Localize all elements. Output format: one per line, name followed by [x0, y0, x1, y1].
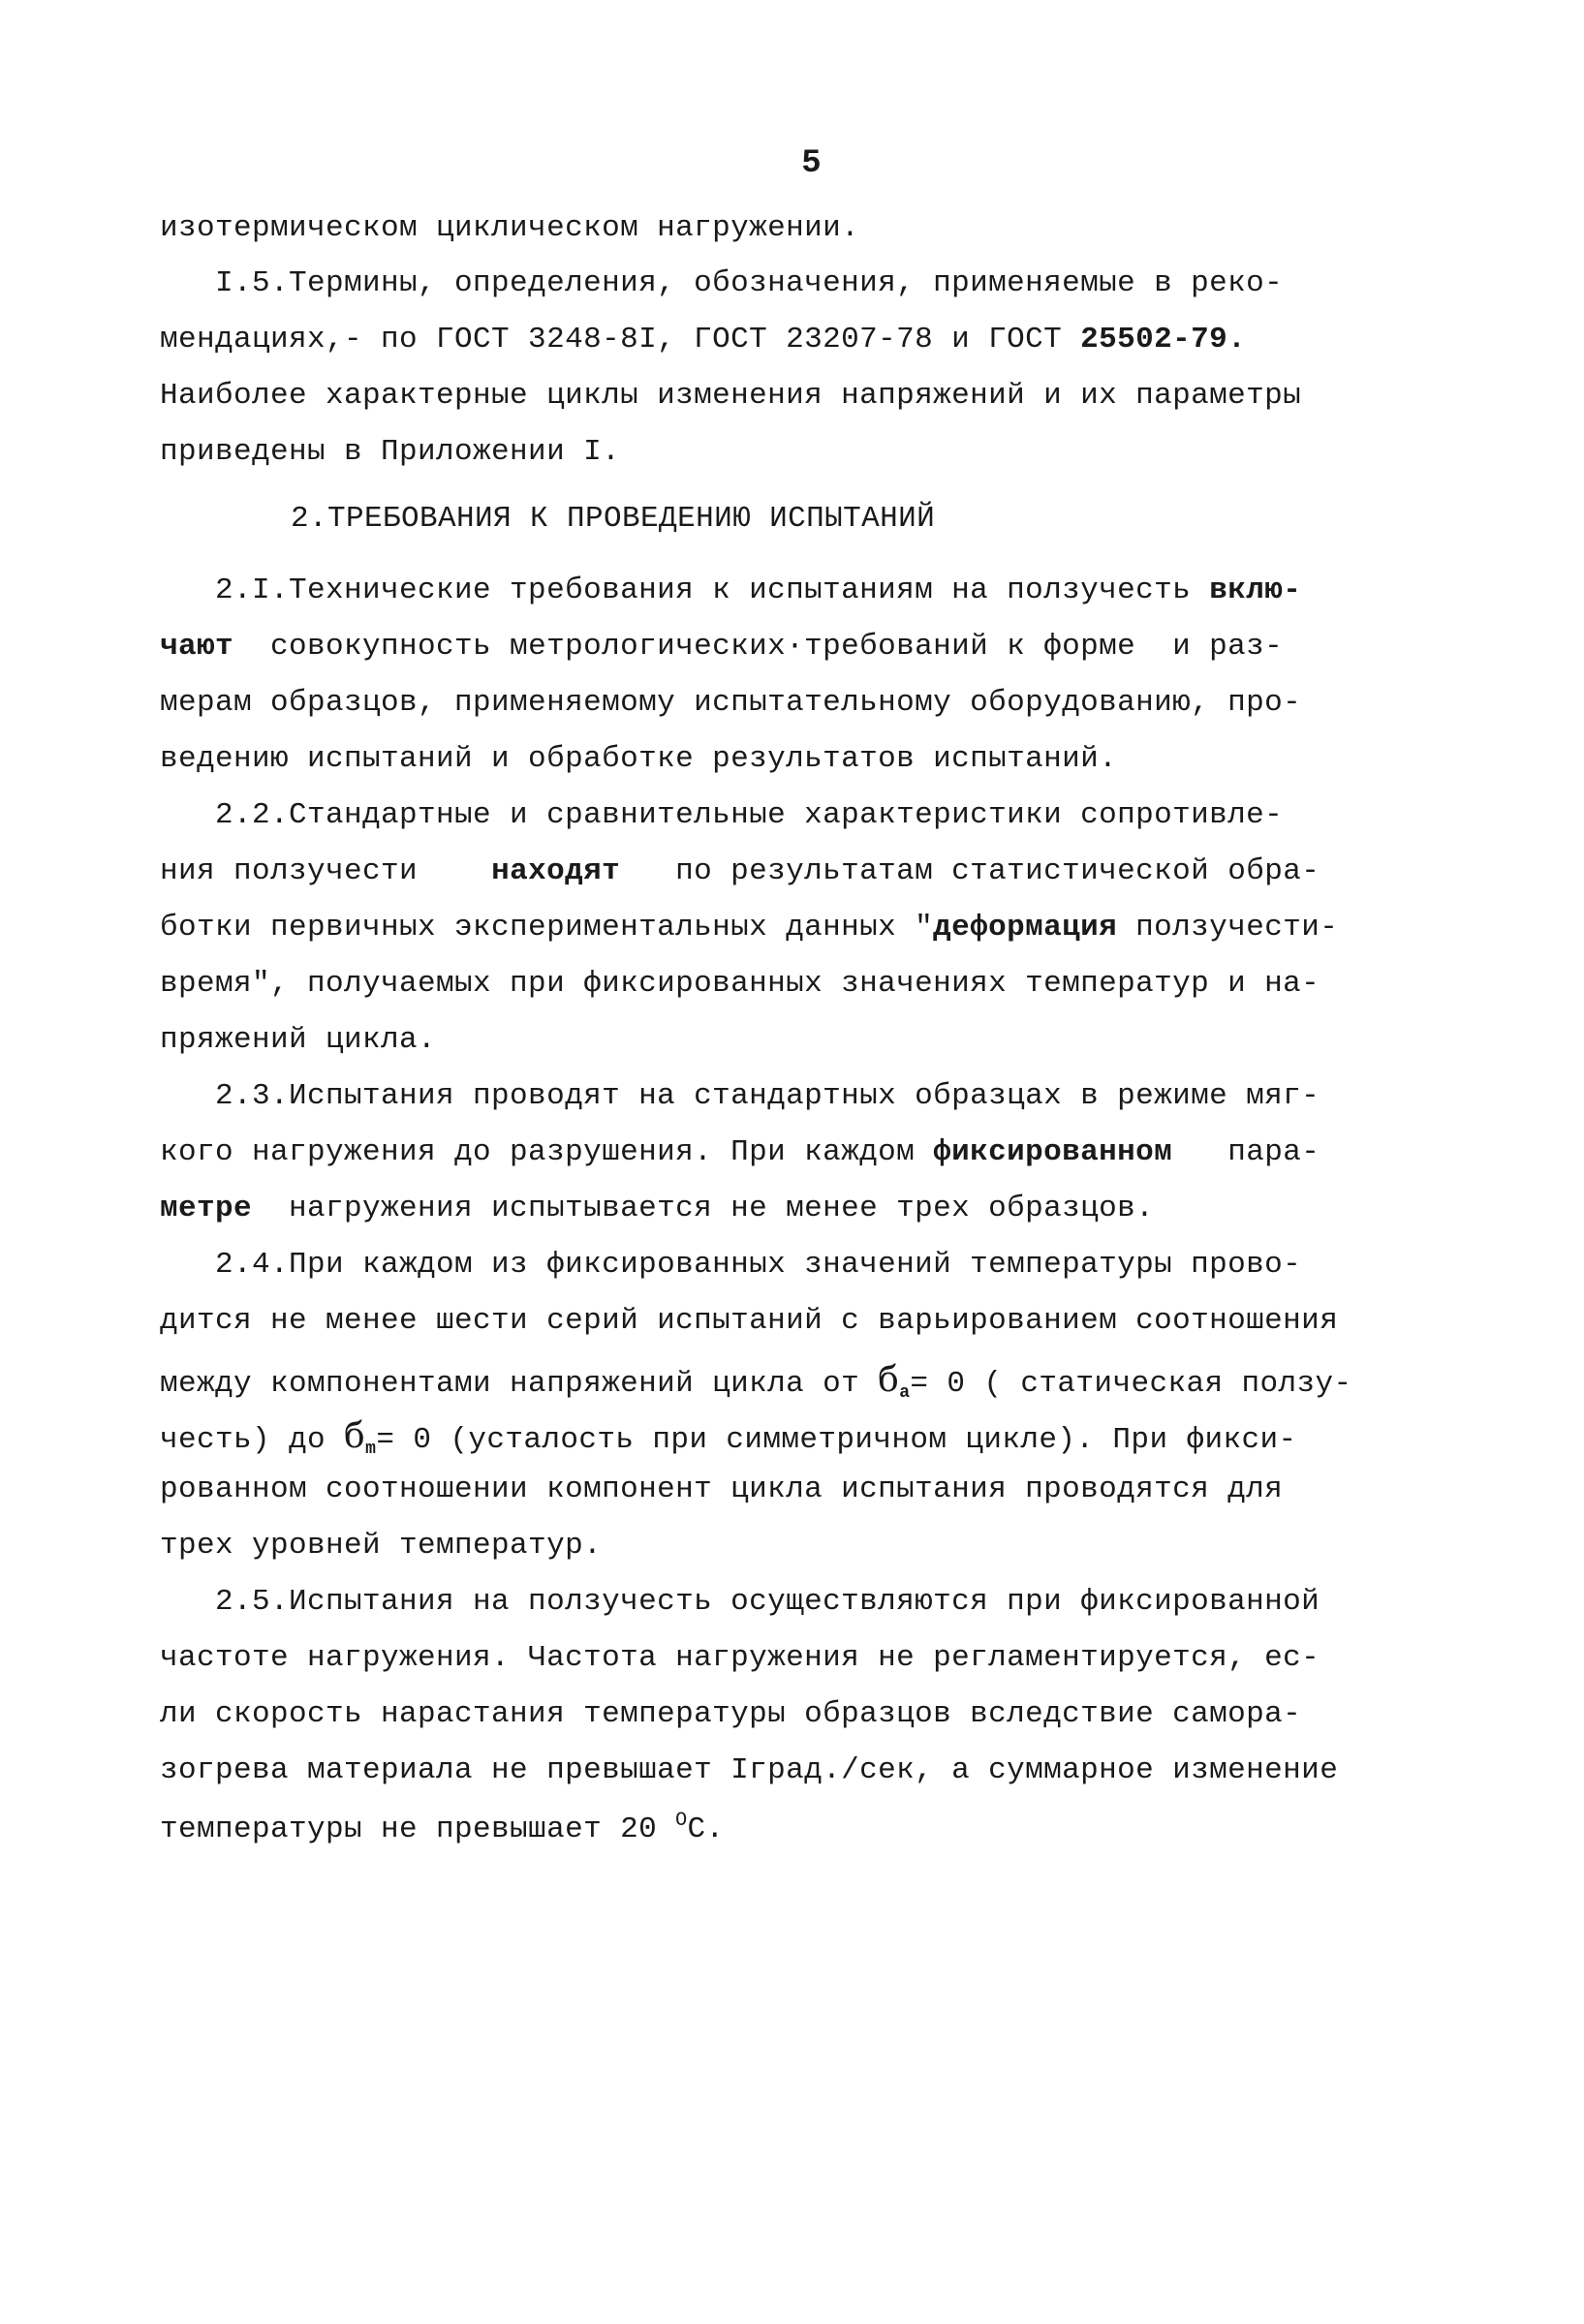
paragraph-line: зогрева материала не превышает Iград./сек, а суммарное изменение: [160, 1753, 1339, 1787]
page-number: 5: [801, 145, 822, 182]
paragraph-line: [160, 854, 1320, 888]
paragraph-line: [160, 1416, 1296, 1459]
paragraph-line: мерам образцов, применяемому испытательному оборудованию, про-: [160, 686, 1302, 720]
text-span: = 0 ( статическая ползу-: [910, 1367, 1352, 1401]
paragraph-line: приведены в Приложении I.: [160, 435, 621, 469]
paragraph-line: 2.5.Испытания на ползучесть осуществляются при фиксированной: [160, 1585, 1320, 1619]
superscript: O: [675, 1810, 688, 1832]
text-span: мендациях,- по ГОСТ 3248-8I, ГОСТ 23207-78 и ГОСТ: [160, 323, 1081, 356]
text-span: совокупность метрологических·требований к форме и раз-: [233, 630, 1284, 664]
sigma-symbol: б: [878, 1360, 900, 1400]
text-span-bold: метре: [160, 1192, 253, 1225]
paragraph-line: [160, 630, 1283, 664]
text-span: ползучести-: [1117, 911, 1339, 945]
paragraph-line: трех уровней температур.: [160, 1529, 603, 1563]
text-span: температуры не превышает 20: [160, 1813, 676, 1846]
paragraph-line: 2.4.При каждом из фиксированных значений температуры прово-: [160, 1248, 1302, 1282]
text-span-bold: вклю-: [1209, 573, 1302, 607]
text-span-bold: находят: [491, 854, 621, 888]
paragraph-line: [160, 323, 1246, 356]
paragraph-line: [160, 1810, 725, 1846]
paragraph-line: пряжений цикла.: [160, 1023, 437, 1057]
text-span: пара-: [1172, 1135, 1320, 1169]
text-span-bold: фиксированном: [933, 1135, 1173, 1169]
paragraph-line: частоте нагружения. Частота нагружения не регламентируется, ес-: [160, 1641, 1320, 1675]
text-span: C.: [687, 1813, 725, 1846]
paragraph-line: [160, 1360, 1351, 1403]
text-span-bold: 25502-79.: [1080, 323, 1247, 356]
text-span: между компонентами напряжений цикла от: [160, 1367, 879, 1401]
paragraph-line: [160, 1135, 1320, 1169]
paragraph-line: ведению испытаний и обработке результатов испытаний.: [160, 742, 1118, 776]
paragraph-line: ли скорость нарастания температуры образцов вследствие самора-: [160, 1697, 1302, 1731]
paragraph-line: I.5.Термины, определения, обозначения, применяемые в реко-: [160, 266, 1284, 300]
paragraph-line: изотермическом циклическом нагружении.: [160, 211, 860, 245]
paragraph-line: [160, 1192, 1154, 1225]
section-heading: 2.ТРЕБОВАНИЯ К ПРОВЕДЕНИЮ ИСПЫТАНИЙ: [291, 502, 936, 536]
paragraph-line: [160, 573, 1301, 607]
text-span: ботки первичных экспериментальных данных ": [160, 911, 934, 945]
subscript: a: [899, 1383, 911, 1403]
paragraph-line: 2.2.Стандартные и сравнительные характеристики сопротивле-: [160, 798, 1284, 832]
paragraph-line: дится не менее шести серий испытаний с варьированием соотношения: [160, 1304, 1339, 1338]
text-span: нагружения испытывается не менее трех образцов.: [252, 1192, 1155, 1225]
paragraph-line: рованном соотношении компонент цикла испытания проводятся для: [160, 1472, 1284, 1506]
text-span: по результатам статистической обра-: [620, 854, 1320, 888]
text-span-bold: чают: [160, 630, 234, 664]
text-span: честь) до: [160, 1423, 345, 1457]
text-span-bold: деформация: [933, 911, 1118, 945]
text-span: = 0 (усталость при симметричном цикле). При фикси-: [376, 1423, 1297, 1457]
text-span: ния ползучести: [160, 854, 492, 888]
paragraph-line: Наиболее характерные циклы изменения напряжений и их параметры: [160, 379, 1302, 413]
text-span: кого нагружения до разрушения. При каждом: [160, 1135, 934, 1169]
paragraph-line: 2.3.Испытания проводят на стандартных образцах в режиме мяг-: [160, 1079, 1320, 1113]
paragraph-line: [160, 911, 1338, 945]
paragraph-line: время", получаемых при фиксированных значениях температур и на-: [160, 967, 1320, 1001]
subscript: m: [365, 1440, 377, 1459]
text-span: 2.I.Технические требования к испытаниям на ползучесть: [160, 573, 1210, 607]
sigma-symbol: б: [344, 1416, 366, 1456]
